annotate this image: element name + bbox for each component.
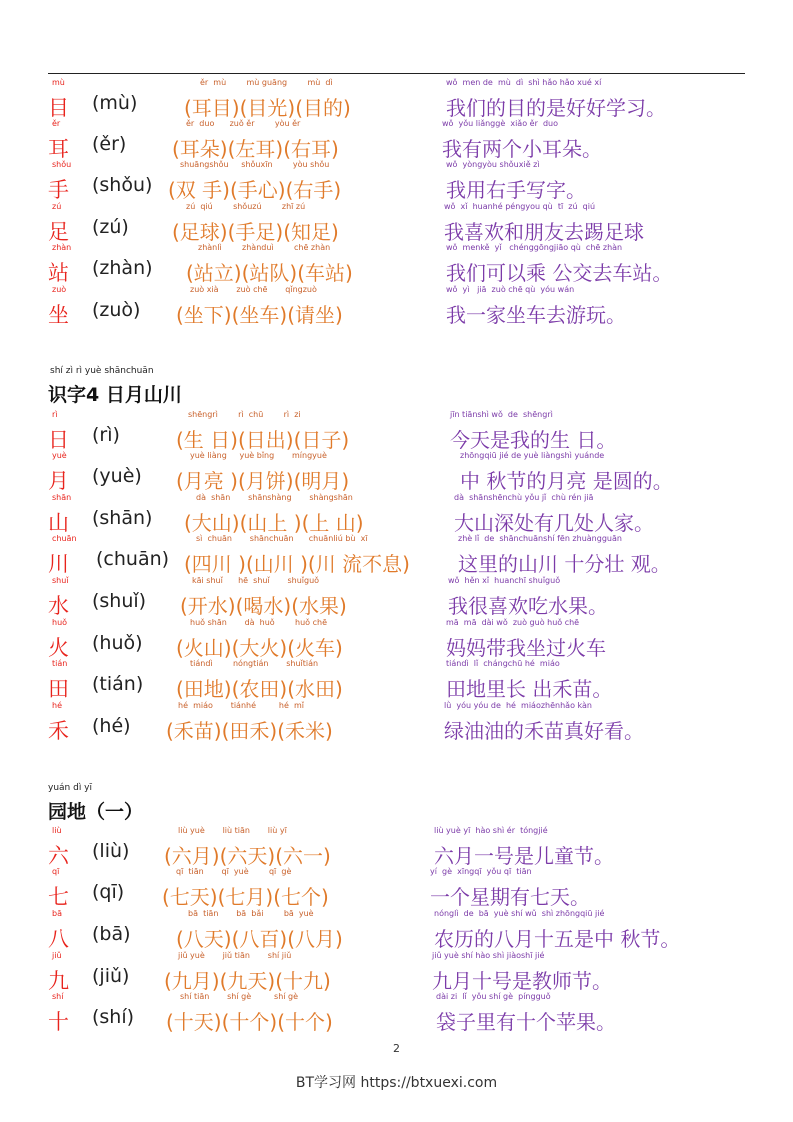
character: 九: [48, 969, 69, 993]
sentence-pinyin: zhè lǐ de shānchuānshí fēn zhuàngguān: [458, 534, 622, 543]
sentence-pinyin: jīn tiānshì wǒ de shēngrì: [450, 410, 553, 419]
sentence: 我们的目的是好好学习。: [446, 96, 666, 120]
sentence-pinyin: wǒ menkě yǐ chénggōngjiāo qù chē zhàn: [446, 243, 623, 252]
char-pinyin: shǒu: [52, 160, 72, 169]
top-rule: [48, 73, 745, 74]
sentence: 我很喜欢吃水果。: [448, 594, 608, 618]
list-item: [0, 659, 793, 699]
char-pinyin: zú: [52, 202, 62, 211]
list-item: [0, 160, 793, 200]
list-item: [0, 576, 793, 616]
pinyin: (shǒu): [92, 174, 153, 196]
char-pinyin: jiǔ: [52, 951, 62, 960]
words-pinyin: ěr mù mù guāng mù dì: [200, 78, 333, 87]
words: (足球)(手足)(知足): [172, 220, 339, 244]
words-pinyin: jiǔ yuè jiǔ tiān shí jiǔ: [178, 951, 292, 960]
words-pinyin: shēngrì rì chū rì zi: [188, 410, 301, 419]
sentence: 我喜欢和朋友去踢足球: [444, 220, 644, 244]
words-pinyin: shí tiān shí gè shí gè: [180, 992, 299, 1001]
character: 手: [48, 178, 69, 202]
char-pinyin: shān: [52, 493, 72, 502]
words-pinyin: zú qiú shǒuzú zhī zú: [186, 202, 306, 211]
pinyin: (mù): [92, 92, 138, 114]
words-pinyin: tiándì nóngtián shuǐtián: [190, 659, 319, 668]
words-pinyin: kāi shuǐ hē shuǐ shuǐguǒ: [192, 576, 320, 585]
list-item: [0, 78, 793, 118]
words-pinyin: liù yuè liù tiān liù yī: [178, 826, 287, 835]
list-item: [0, 243, 793, 283]
pinyin: (shuǐ): [92, 590, 147, 612]
char-pinyin: qī: [52, 867, 60, 876]
list-item: [0, 493, 793, 533]
words-pinyin: qī tiān qī yuè qī gè: [176, 867, 292, 876]
sentence-pinyin: dài zi lǐ yǒu shí gè píngguǒ: [436, 992, 551, 1001]
char-pinyin: chuān: [52, 534, 77, 543]
list-item: [0, 701, 793, 741]
list-item: [0, 951, 793, 991]
pinyin: (zuò): [92, 299, 141, 321]
sentence: 我有两个小耳朵。: [442, 137, 602, 161]
char-pinyin: hé: [52, 701, 62, 710]
words: (月亮 )(月饼)(明月): [176, 469, 350, 493]
char-pinyin: tián: [52, 659, 68, 668]
char-pinyin: mù: [52, 78, 65, 87]
sentence: 九月十号是教师节。: [432, 969, 612, 993]
list-item: [0, 285, 793, 325]
character: 月: [48, 469, 69, 493]
sentence: 我们可以乘 公交去车站。: [446, 261, 673, 285]
words: (大山)(山上 )(上 山): [184, 511, 364, 535]
pinyin: (yuè): [92, 465, 142, 487]
sentence-pinyin: mā mā dài wǒ zuò guò huǒ chē: [446, 618, 580, 627]
pinyin: (huǒ): [92, 632, 143, 654]
sentence-pinyin: liù yuè yī hào shì ér tóngjié: [434, 826, 548, 835]
pinyin: (shí): [92, 1006, 135, 1028]
character: 足: [48, 220, 69, 244]
sentence: 田地里长 出禾苗。: [446, 677, 613, 701]
sentence-pinyin: wǒ men de mù dì shì hǎo hǎo xué xí: [446, 78, 602, 87]
char-pinyin: liù: [52, 826, 62, 835]
list-item: [0, 618, 793, 658]
sentence-pinyin: wǒ yǒu liǎnggè xiǎo ěr duo: [442, 119, 558, 128]
pinyin: (qī): [92, 881, 125, 903]
words: (禾苗)(田禾)(禾米): [166, 719, 333, 743]
words-pinyin: zuò xià zuò chē qǐngzuò: [190, 285, 317, 294]
character: 川: [48, 552, 69, 576]
section-title-pinyin: shí zì rì yuè shānchuān: [50, 366, 154, 376]
section-title-pinyin: yuán dì yī: [48, 783, 93, 793]
sentence-pinyin: wǒ yì jiā zuò chē qù yóu wán: [446, 285, 575, 294]
character: 耳: [48, 137, 69, 161]
sentence: 六月一号是儿童节。: [434, 844, 614, 868]
words-pinyin: bā tiān bā bǎi bā yuè: [188, 909, 314, 918]
char-pinyin: huǒ: [52, 618, 68, 627]
char-pinyin: zhàn: [52, 243, 72, 252]
sentence: 今天是我的生 日。: [450, 428, 617, 452]
sentence-pinyin: jiǔ yuè shí hào shì jiàoshī jié: [432, 951, 545, 960]
list-item: [0, 410, 793, 450]
char-pinyin: shí: [52, 992, 64, 1001]
list-item: [0, 202, 793, 242]
pinyin: (chuān): [96, 548, 170, 570]
character: 八: [48, 927, 69, 951]
words: (生 日)(日出)(日子): [176, 428, 350, 452]
sentence: 我一家坐车去游玩。: [446, 303, 626, 327]
sentence: 农历的八月十五是中 秋节。: [434, 927, 681, 951]
character: 站: [48, 261, 69, 285]
character: 山: [48, 511, 69, 535]
pinyin: (zú): [92, 216, 129, 238]
sentence: 袋子里有十个苹果。: [436, 1010, 616, 1034]
sentence-pinyin: tiándì lǐ chángchū hé miáo: [446, 659, 560, 668]
sentence-pinyin: wǒ yòngyòu shǒuxiě zì: [446, 160, 540, 169]
sentence: 这里的山川 十分壮 观。: [458, 552, 671, 576]
list-item: [0, 451, 793, 491]
sentence-pinyin: yí gè xīngqī yǒu qī tiān: [430, 867, 532, 876]
page-number: 2: [393, 1042, 400, 1055]
character: 火: [48, 636, 69, 660]
words-pinyin: shuāngshǒu shǒuxīn yòu shǒu: [180, 160, 330, 169]
words-pinyin: sì chuān shānchuān chuānliú bù xī: [196, 534, 368, 543]
words: (开水)(喝水)(水果): [180, 594, 347, 618]
character: 六: [48, 844, 69, 868]
words: (耳目)(目光)(目的): [184, 96, 351, 120]
pinyin: (shān): [92, 507, 153, 529]
footer-watermark: BT学习网 https://btxuexi.com: [295, 1075, 498, 1091]
pinyin: (tián): [92, 673, 144, 695]
words-pinyin: dà shān shānshàng shàngshān: [196, 493, 353, 502]
char-pinyin: yuè: [52, 451, 67, 460]
pinyin: (ěr): [92, 133, 127, 155]
words: (十天)(十个)(十个): [166, 1010, 333, 1034]
list-item: [0, 119, 793, 159]
list-item: [0, 992, 793, 1032]
words-pinyin: hé miáo tiánhé hé mǐ: [178, 701, 304, 710]
character: 田: [48, 677, 69, 701]
sentence-pinyin: wǒ xǐ huanhé péngyou qù tī zú qiú: [444, 202, 596, 211]
words: (耳朵)(左耳)(右耳): [172, 137, 339, 161]
words-pinyin: yuè liàng yuè bǐng míngyuè: [190, 451, 327, 460]
words: (站立)(站队)(车站): [186, 261, 353, 285]
section-title: [48, 783, 144, 824]
words: (六月)(六天)(六一): [164, 844, 331, 868]
char-pinyin: bā: [52, 909, 62, 918]
sentence: 一个星期有七天。: [430, 885, 590, 909]
sentence-pinyin: dà shānshēnchù yǒu jǐ chù rén jiā: [454, 493, 594, 502]
sentence-pinyin: zhōngqiū jié de yuè liàngshì yuánde: [460, 451, 605, 460]
character: 禾: [48, 719, 69, 743]
pinyin: (hé): [92, 715, 131, 737]
sentence: 大山深处有几处人家。: [454, 511, 654, 535]
char-pinyin: shuǐ: [52, 576, 69, 585]
words: (八天)(八百)(八月): [176, 927, 343, 951]
words-pinyin: huǒ shān dà huǒ huǒ chē: [190, 618, 328, 627]
character: 七: [48, 885, 69, 909]
pinyin: (zhàn): [92, 257, 153, 279]
character: 日: [48, 428, 69, 452]
list-item: [0, 826, 793, 866]
sentence-pinyin: wǒ hěn xǐ huanchī shuǐguǒ: [448, 576, 561, 585]
sentence: 妈妈带我坐过火车: [446, 636, 606, 660]
pinyin: (bā): [92, 923, 131, 945]
words: (田地)(农田)(水田): [176, 677, 343, 701]
char-pinyin: zuò: [52, 285, 67, 294]
pinyin: (jiǔ): [92, 965, 130, 987]
list-item: [0, 867, 793, 907]
sentence: 我用右手写字。: [446, 178, 586, 202]
sentence: 绿油油的禾苗真好看。: [444, 719, 644, 743]
char-pinyin: ěr: [52, 119, 61, 128]
words: (七天)(七月)(七个): [162, 885, 329, 909]
sentence-pinyin: lǜ yóu yóu de hé miáozhēnhǎo kàn: [444, 701, 592, 710]
section-title: [48, 366, 182, 407]
list-item: [0, 909, 793, 949]
character: 坐: [48, 303, 69, 327]
character: 目: [48, 96, 69, 120]
words: (火山)(大火)(火车): [176, 636, 343, 660]
section-title-text: 园地（一）: [48, 801, 144, 823]
pinyin: (liù): [92, 840, 130, 862]
words: (双 手)(手心)(右手): [168, 178, 342, 202]
char-pinyin: rì: [52, 410, 58, 419]
pinyin: (rì): [92, 424, 120, 446]
words: (四川 )(山川 )(川 流不息): [184, 552, 410, 576]
sentence-pinyin: nónglì de bā yuè shí wǔ shì zhōngqiū jié: [434, 909, 605, 918]
words: (九月)(九天)(十九): [164, 969, 331, 993]
character: 十: [48, 1010, 69, 1034]
words-pinyin: zhànlì zhànduì chē zhàn: [198, 243, 331, 252]
words: (坐下)(坐车)(请坐): [176, 303, 343, 327]
character: 水: [48, 594, 69, 618]
sentence: 中 秋节的月亮 是圆的。: [460, 469, 673, 493]
words-pinyin: ěr duo zuǒ ěr yòu ěr: [186, 119, 301, 128]
section-title-text: 识字4 日月山川: [48, 384, 182, 406]
list-item: [0, 534, 793, 574]
